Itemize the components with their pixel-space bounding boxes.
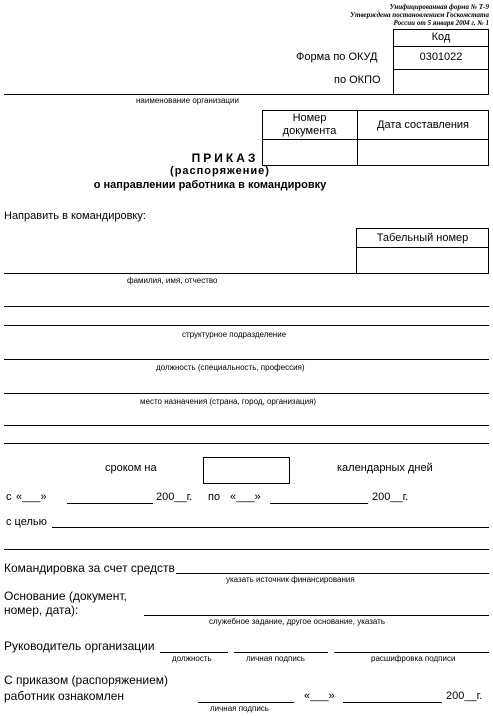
purpose-line-1[interactable] (52, 527, 489, 528)
fio-line[interactable] (4, 273, 356, 274)
funding-line[interactable] (176, 573, 489, 574)
head-decoding-line[interactable] (334, 652, 489, 653)
date-to-year[interactable]: 200__г. (372, 491, 409, 503)
head-decoding-caption: расшифровка подписи (371, 654, 456, 663)
destination-line-1[interactable] (4, 393, 489, 394)
ack-day[interactable]: «___» (304, 690, 335, 702)
basis-label-1: Основание (документ, (4, 589, 127, 603)
form-header-line1: Унифицированная форма № Т-9 (389, 3, 489, 11)
organization-line[interactable] (4, 94, 393, 95)
head-signature-line[interactable] (234, 652, 328, 653)
okpo-label: по ОКПО (334, 74, 381, 86)
head-position-line[interactable] (160, 652, 228, 653)
purpose-line-2[interactable] (4, 549, 489, 550)
form-header-line3: России от 5 января 2004 г. № 1 (393, 19, 489, 27)
funding-caption: указать источник финансирования (226, 575, 355, 584)
form-header (350, 3, 489, 27)
ack-month-line[interactable] (343, 702, 442, 703)
organization-caption: наименование организации (136, 96, 239, 105)
order-subtitle: (распоряжение) (170, 165, 270, 177)
ack-signature-caption: личная подпись (210, 704, 269, 713)
head-label: Руководитель организации (4, 639, 155, 653)
term-prefix: сроком на (105, 462, 157, 474)
date-from-month-line[interactable] (67, 503, 153, 504)
basis-caption: служебное задание, другое основание, указать (209, 617, 386, 626)
position-caption: должность (специальность, профессия) (156, 363, 305, 372)
basis-label-2: номер, дата): (4, 603, 79, 617)
doc-date-header: Дата составления (377, 119, 469, 131)
date-from-year[interactable]: 200__г. (156, 491, 193, 503)
date-to-label: по (208, 491, 221, 503)
okud-value[interactable]: 0301022 (419, 51, 463, 63)
position-line[interactable] (4, 359, 489, 360)
form-header-line2: Утверждена постановлением Госкомстата (350, 11, 489, 19)
division-line-1[interactable] (4, 306, 489, 307)
division-caption: структурное подразделение (182, 330, 287, 339)
kod-label: Код (431, 31, 451, 43)
destination-caption: место назначения (страна, город, организация) (140, 397, 317, 406)
date-to-day[interactable]: «___» (230, 491, 261, 503)
date-to-month-line[interactable] (270, 503, 368, 504)
funding-label: Командировка за счет средств (4, 561, 175, 575)
fio-caption: фамилия, имя, отчество (127, 276, 218, 285)
order-title: ПРИКАЗ (191, 151, 259, 165)
send-label: Направить в командировку: (4, 210, 146, 222)
date-from-label: с (6, 491, 12, 503)
head-signature-caption: личная подпись (246, 654, 305, 663)
basis-line[interactable] (144, 615, 489, 616)
date-from-day[interactable]: «___» (16, 491, 47, 503)
tab-number-header: Табельный номер (376, 232, 469, 244)
okud-label: Форма по ОКУД (296, 51, 378, 63)
ack-label-1: С приказом (распоряжением) (4, 673, 169, 687)
term-suffix: календарных дней (337, 462, 433, 474)
ack-label-2: работник ознакомлен (4, 689, 124, 703)
term-days-box[interactable] (203, 457, 290, 484)
ack-year[interactable]: 200__г. (446, 690, 483, 702)
division-line-2[interactable] (4, 325, 489, 326)
doc-number-header: Номер документа (282, 112, 337, 137)
purpose-label: с целью (6, 516, 47, 528)
destination-line-3[interactable] (4, 443, 489, 444)
order-purpose: о направлении работника в командировку (93, 179, 327, 191)
head-position-caption: должность (172, 654, 212, 663)
ack-signature-line[interactable] (198, 702, 294, 703)
destination-line-2[interactable] (4, 425, 489, 426)
